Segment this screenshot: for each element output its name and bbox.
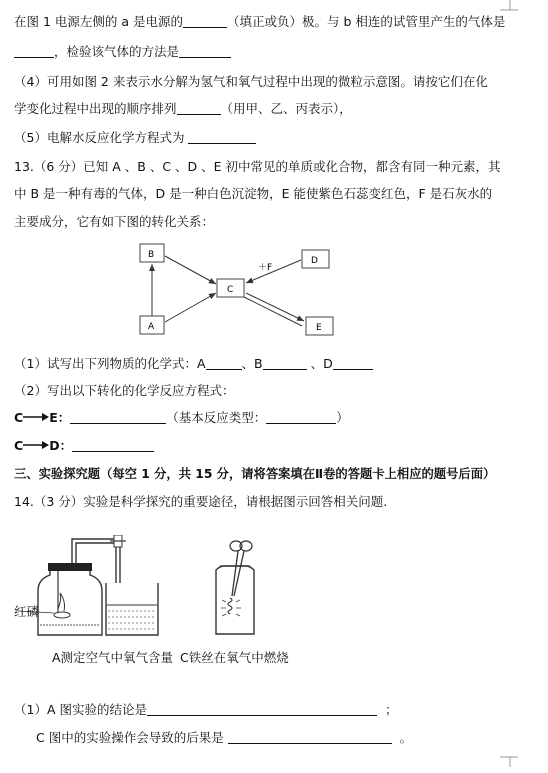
q12-line5 [14,130,256,146]
answer-blank-c-consequence[interactable] [228,731,392,744]
q14-sub1-text: （1）A 图实验的结论是 [14,702,147,717]
box-b-label: B [148,250,155,260]
q13-line1-text: 13.（6 分）已知 A 、B 、C 、D 、E 初中常见的单质或化合物，都含有同一种元素，其 [14,159,501,174]
arrow-a-to-c [165,293,216,322]
q13-sub2 [14,383,234,399]
basic-type-open: （基本反应类型： [166,410,267,425]
q14-sub2-text: C 图中的实验操作会导致的后果是 [36,730,224,745]
q12-line2-text: ，检验该气体的方法是 [54,44,180,59]
box-e-label: E [316,323,322,333]
q13-line2-text: 中 B 是一种有毒的气体，D 是一种白色沉淀物，E 能使紫色石蕊变红色，F 是石灰水的 [14,186,493,201]
q12-line4 [14,101,352,117]
q13-c-to-e-row [14,410,349,426]
q13-line1 [14,159,501,175]
q14-line1-text: 14.（3 分）实验是科学探究的重要途径，请根据图示回答相关问题. [14,494,388,509]
q13-line3-text: 主要成分，它有如下图的转化关系： [14,214,215,229]
q12-line2 [14,44,231,60]
basic-type-close: ） [336,410,349,425]
figure-a-side-label: 红磷 [14,604,40,619]
section3-heading [14,466,495,482]
q13-sub1-text-c: 、D [310,356,333,371]
answer-blank-gas[interactable] [14,45,54,58]
q14-sub2-end: 。 [399,730,413,745]
q13-line3 [14,214,214,230]
e-label: E： [49,410,71,425]
q12-line5-text: （5）电解水反应化学方程式为 [14,130,185,145]
q13-line2 [14,186,492,202]
q12-line3-text: （4）可用如图 2 来表示水分解为氢气和氧气过程中出现的微粒示意图。请按它们在化 [14,74,488,89]
q14-sub2 [36,730,412,746]
arrow-c-to-e-2 [244,297,302,326]
corner-mark-bottom-right [500,755,518,773]
reaction-arrow-icon [23,412,49,422]
answer-blank-c-to-d[interactable] [72,439,154,452]
q13-sub2-text: （2）写出以下转化的化学反应方程式： [14,383,235,398]
answer-blank-d[interactable] [333,357,373,370]
q12-line4-text-a: 学变化过程中出现的顺序排列 [14,101,177,116]
answer-blank-order[interactable] [177,102,221,115]
q12-line1-text-a: 在图 1 电源左侧的 a 是电源的 [14,14,184,29]
answer-blank-c-to-e[interactable] [70,411,166,424]
d-label: D： [49,438,73,453]
arrow-d-to-c [246,260,301,283]
q13-sub1-text-b: 、B [241,356,263,371]
reaction-arrow-icon [23,440,49,450]
q13-sub1 [14,356,373,372]
section3-heading-text: 三、实验探究题（每空 1 分，共 15 分，请将答案填在Ⅱ卷的答题卡上相应的题号后面） [14,467,496,481]
box-c-label: C [227,285,234,295]
answer-blank-b[interactable] [263,357,307,370]
figure-a-apparatus [10,535,170,645]
arrow-b-to-c [165,256,216,284]
figure-a-caption: A测定空气中氧气含量 [52,650,174,665]
q14-sub1 [14,702,397,718]
figure-c-apparatus [200,536,270,640]
box-d-label: D [311,256,318,266]
answer-blank-a[interactable] [206,357,242,370]
answer-blank-equation[interactable] [188,131,256,144]
answer-blank-reaction-type[interactable] [266,411,336,424]
c-label-1: C [14,410,24,425]
answer-blank-a-conclusion[interactable] [147,703,377,716]
q13-c-to-d-row [14,438,154,454]
answer-blank-test-method[interactable] [179,45,231,58]
q13-sub1-text-a: （1）试写出下列物质的化学式：A [14,356,206,371]
c-label-2: C [14,438,24,453]
answer-blank-polarity[interactable] [183,15,227,28]
q14-line1 [14,494,387,510]
q12-line3 [14,74,488,90]
q12-line1 [14,14,505,30]
conversion-diagram [130,238,350,342]
q14-sub1-end: ； [384,702,398,717]
plus-f-label: ＋F [258,263,273,273]
q12-line4-text-b: （用甲、乙、丙表示）， [220,101,352,116]
box-a-label: A [148,322,155,332]
q12-line1-text-b: （填正或负）极。与 b 相连的试管里产生的气体是 [227,14,506,29]
figure-c-caption: C铁丝在氧气中燃烧 [180,650,289,665]
arrow-c-to-e-1 [246,293,304,321]
